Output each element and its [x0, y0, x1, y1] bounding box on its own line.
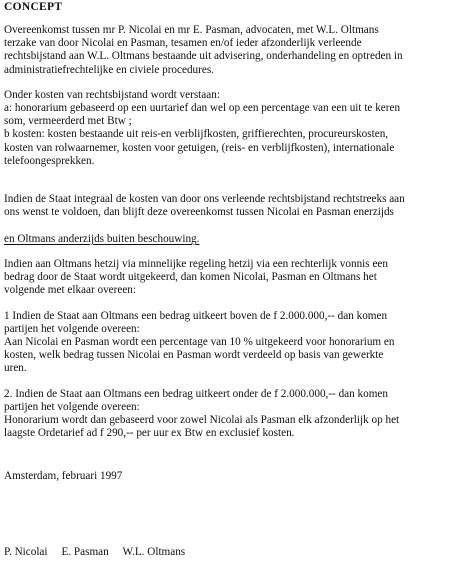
- signature-names: P. Nicolai E. Pasman W.L. Oltmans: [4, 546, 186, 558]
- state-payment-text: Indien de Staat integraal de kosten van door ons verleende rechtsbijstand rechtstreeks aan ons wenst te voldoen, dan blijft deze overeenkomst tussen Nicolai en Pasman enerzijds: [4, 193, 405, 219]
- state-payment-underlined-text: en Oltmans anderzijds buiten beschouwing.: [4, 232, 200, 245]
- costs-definition-paragraph: Onder kosten van rechtsbijstand wordt verstaan: a: honorarium gebaseerd op een uurtarief dan wel op een percentage van een uit te keren som, vermeerderd met Btw ; b kosten: kosten bestaande uit reis-en verblijfkosten, griffierechten, procureurskosten, kosten van rolwaarnemer, kosten voor getuigen, (reis- en verblijfkosten), internationale telefoongesprekken.: [4, 88, 401, 167]
- document-title: CONCEPT: [4, 1, 63, 13]
- place-date: Amsterdam, februari 1997: [4, 470, 123, 483]
- clause-2-paragraph: 2. Indien de Staat aan Oltmans een bedrag uitkeert onder de f 2.000.000,-- dan komen partijen het volgende overeen: Honorarium wordt dan gebaseerd voor zowel Nicolai als Pasman elk afzonderlijk op het laagste Ordetarief ad f 290,-- per uur ex Btw en exclusief kosten.: [4, 387, 400, 440]
- spacer: [4, 452, 444, 470]
- state-payment-paragraph: [4, 180, 444, 246]
- clause-1-paragraph: 1 Indien de Staat aan Oltmans een bedrag uitkeert boven de f 2.000.000,-- dan komen partijen het volgende overeen: Aan Nicolai en Pasman wordt een percentage van 10 % uitgekeerd voor honorarium en kosten, welk bedrag tussen Nicolai en Pasman wordt verdeeld op basis van gewerkte uren.: [4, 309, 395, 375]
- settlement-paragraph: Indien aan Oltmans hetzij via minnelijke regeling hetzij via een rechterlijk vonnis een bedrag door de Staat wordt uitgekeerd, dan komen Nicolai, Pasman en Oltmans het volgende met elkaar overeen:: [4, 258, 388, 297]
- intro-paragraph: Overeenkomst tussen mr P. Nicolai en mr E. Pasman, advocaten, met W.L. Oltmans terzake van door Nicolai en Pasman, tesamen en/of ieder afzonderlijk verleende rechtsbijstand aan W.L. Oltmans bestaande uit advisering, onderhandeling en optreden in administratiefrechtelijke en civiele procedures.: [4, 24, 403, 76]
